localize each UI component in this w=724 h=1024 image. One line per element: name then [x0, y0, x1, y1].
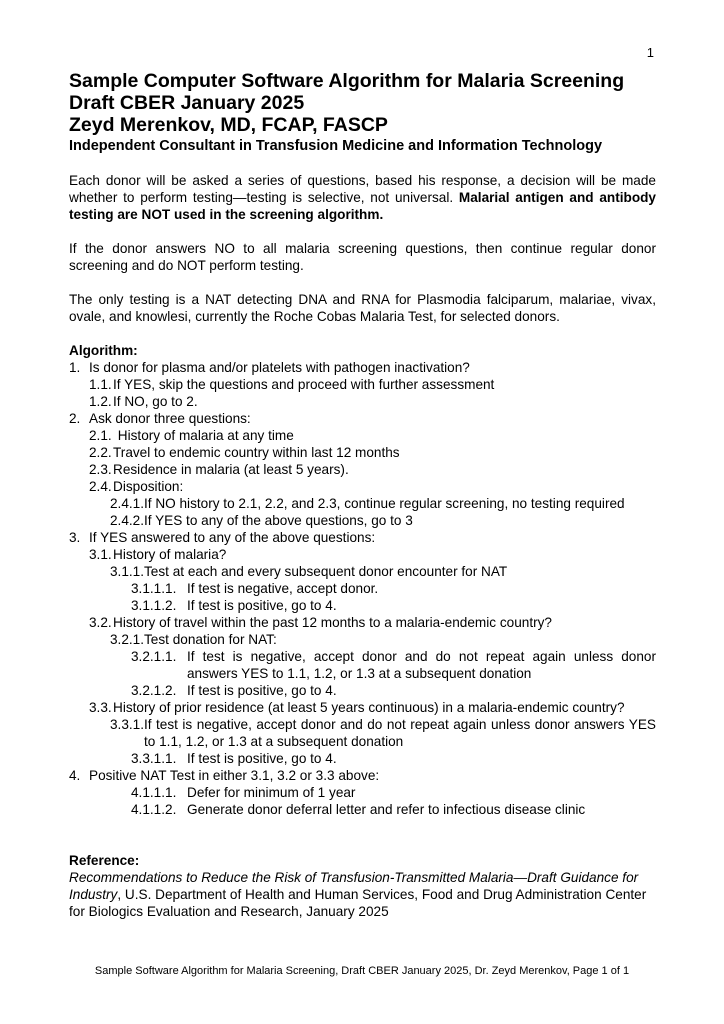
item-number: 2.4.2.	[110, 513, 145, 528]
algorithm-heading: Algorithm:	[69, 343, 138, 358]
document-body	[69, 70, 656, 920]
item-text: History of malaria at any time	[114, 428, 294, 443]
reference-title: Recommendations to Reduce the Risk of Transfusion-Transmitted Malaria—Draft Guidance for Industry	[69, 870, 639, 902]
list-item	[69, 512, 656, 529]
list-item	[69, 614, 656, 631]
list-item	[69, 716, 656, 750]
item-text: Is donor for plasma and/or platelets with pathogen inactivation?	[89, 360, 470, 375]
item-number: 3.2.	[89, 615, 112, 630]
item-number: 3.1.1.2.	[131, 598, 177, 613]
item-text: If test is negative, accept donor and do not repeat again unless donor answers YES to 1.1, 1.2, or 1.3 at a subsequent donation	[187, 649, 656, 681]
list-item	[69, 784, 656, 801]
item-text: If YES answered to any of the above questions:	[89, 530, 376, 545]
list-item	[69, 580, 656, 597]
item-text: History of travel within the past 12 months to a malaria-endemic country?	[113, 615, 552, 630]
item-number: 2.2.	[89, 445, 112, 460]
reference-source: , U.S. Department of Health and Human Services, Food and Drug Administration Center for Biologics Evaluation and Research, January 2025	[69, 887, 647, 919]
item-number: 4.1.1.2.	[131, 802, 177, 817]
item-text: Travel to endemic country within last 12 months	[113, 445, 400, 460]
item-text: If test is positive, go to 4.	[187, 683, 337, 698]
list-item	[69, 750, 656, 767]
item-text: If NO history to 2.1, 2.2, and 2.3, continue regular screening, no testing required	[144, 496, 625, 511]
item-text: Ask donor three questions:	[89, 411, 251, 426]
item-number: 1.1.	[89, 377, 112, 392]
list-item	[69, 461, 656, 478]
list-item	[69, 410, 656, 427]
document-title-line-2: Draft CBER January 2025	[69, 92, 305, 114]
item-text: History of prior residence (at least 5 years continuous) in a malaria-endemic country?	[113, 700, 625, 715]
list-item	[69, 563, 656, 580]
algorithm-list	[69, 359, 656, 818]
page-number: 1	[646, 45, 654, 60]
item-text: If YES, skip the questions and proceed with further assessment	[113, 377, 495, 392]
item-text: History of malaria?	[113, 547, 227, 562]
item-number: 1.2.	[89, 394, 112, 409]
document-title-line-1: Sample Computer Software Algorithm for Malaria Screening	[69, 70, 625, 92]
item-text: Disposition:	[113, 479, 184, 494]
list-item	[69, 648, 656, 682]
item-text: If test is negative, accept donor and do not repeat again unless donor answers YES to 1.1, 1.2, or 1.3 at a subsequent donation	[144, 717, 656, 749]
item-number: 3.3.	[89, 700, 112, 715]
item-number: 2.3.	[89, 462, 112, 477]
list-item	[69, 767, 656, 784]
item-text: If test is positive, go to 4.	[187, 598, 337, 613]
list-item	[69, 682, 656, 699]
reference-heading: Reference:	[69, 853, 140, 868]
list-item	[69, 631, 656, 648]
list-item	[69, 801, 656, 818]
intro-paragraph-3: The only testing is a NAT detecting DNA and RNA for Plasmodia falciparum, malariae, vivax, ovale, and knowlesi, currently the Roche Cobas Malaria Test, for selected donors.	[69, 292, 656, 324]
item-number: 4.	[69, 768, 81, 783]
item-number: 3.1.1.1.	[131, 581, 177, 596]
item-number: 1.	[69, 360, 81, 375]
item-number: 2.4.1.	[110, 496, 145, 511]
list-item	[69, 393, 656, 410]
intro-paragraph-1	[69, 172, 656, 223]
item-text: Residence in malaria (at least 5 years).	[113, 462, 349, 477]
list-item	[69, 444, 656, 461]
list-item	[69, 699, 656, 716]
item-number: 3.1.1.	[110, 564, 145, 579]
item-text: Test donation for NAT:	[144, 632, 277, 647]
item-number: 3.3.1.1.	[131, 751, 177, 766]
item-number: 2.1.	[89, 428, 112, 443]
list-item	[69, 427, 656, 444]
list-item	[69, 359, 656, 376]
intro-paragraph-2: If the donor answers NO to all malaria screening questions, then continue regular donor screening and do NOT perform testing.	[69, 241, 656, 273]
item-text: Generate donor deferral letter and refer to infectious disease clinic	[187, 802, 586, 817]
item-number: 3.2.1.2.	[131, 683, 177, 698]
list-item	[69, 529, 656, 546]
list-item	[69, 376, 656, 393]
author-affiliation: Independent Consultant in Transfusion Medicine and Information Technology	[69, 138, 603, 154]
author-name: Zeyd Merenkov, MD, FCAP, FASCP	[69, 114, 388, 136]
item-text: If test is positive, go to 4.	[187, 751, 337, 766]
item-number: 3.2.1.1.	[131, 649, 177, 664]
list-item	[69, 546, 656, 563]
item-number: 3.2.1.	[110, 632, 145, 647]
item-text: Defer for minimum of 1 year	[187, 785, 356, 800]
list-item	[69, 597, 656, 614]
page-footer: Sample Software Algorithm for Malaria Screening, Draft CBER January 2025, Dr. Zeyd Merenkov, Page 1 of 1	[94, 965, 630, 977]
intro-bold-note: Malarial antigen and antibody testing are NOT used in the screening algorithm.	[69, 190, 656, 222]
item-number: 3.3.1.	[110, 717, 145, 732]
item-text: If YES to any of the above questions, go to 3	[144, 513, 413, 528]
list-item	[69, 478, 656, 495]
intro-text: Each donor will be asked a series of questions, based his response, a decision will be made whether to perform testing—testing is selective, not universal.	[69, 173, 656, 205]
item-text: Positive NAT Test in either 3.1, 3.2 or 3.3 above:	[89, 768, 380, 783]
item-number: 2.	[69, 411, 81, 426]
list-item	[69, 495, 656, 512]
item-text: If NO, go to 2.	[113, 394, 198, 409]
item-number: 3.	[69, 530, 81, 545]
item-number: 4.1.1.1.	[131, 785, 177, 800]
item-number: 2.4.	[89, 479, 112, 494]
reference-citation	[69, 869, 656, 920]
item-number: 3.1.	[89, 547, 112, 562]
item-text: If test is negative, accept donor.	[187, 581, 379, 596]
item-text: Test at each and every subsequent donor encounter for NAT	[144, 564, 508, 579]
